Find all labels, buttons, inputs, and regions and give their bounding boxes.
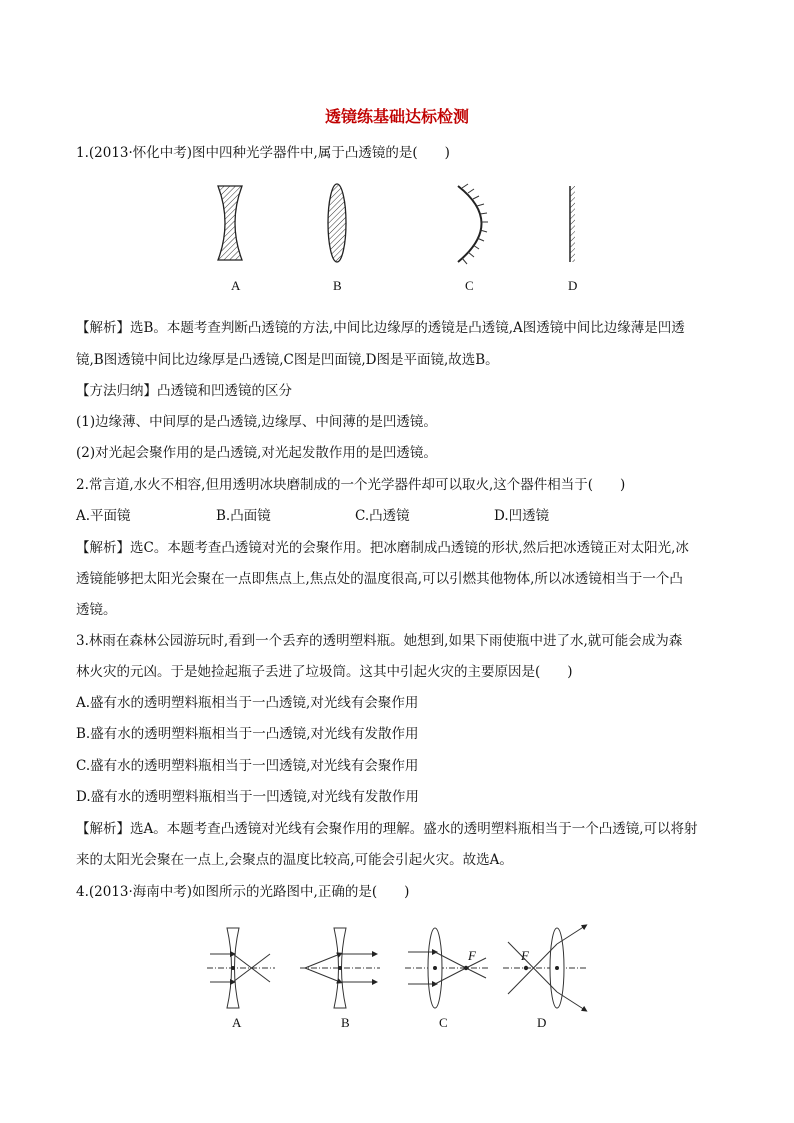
q2-option-a: A.平面镜 [76, 508, 131, 524]
q4-label-a: A [232, 1015, 242, 1030]
q2-option-d: D.凹透镜 [494, 508, 550, 524]
concave-lens-icon [218, 186, 242, 260]
q1-analysis-line-1: 【解析】选B。本题考查判断凸透镜的方法,中间比边缘厚的透镜是凸透镜,A图透镜中间比边缘薄是凹透 [76, 320, 685, 336]
q3-option-b: B.盛有水的透明塑料瓶相当于一凸透镜,对光线有发散作用 [76, 726, 419, 742]
q1-stem: 1.(2013·怀化中考)图中四种光学器件中,属于凸透镜的是( ) [76, 145, 450, 161]
q1-label-d: D [568, 278, 578, 293]
q3-stem-line-2: 林火灾的元凶。于是她捡起瓶子丢进了垃圾筒。这其中引起火灾的主要原因是( ) [76, 664, 573, 680]
q2-option-b: B.凸面镜 [216, 508, 271, 524]
q1-method-title: 【方法归纳】凸透镜和凹透镜的区分 [76, 383, 292, 399]
q2-option-c: C.凸透镜 [355, 508, 410, 524]
convex-lens-icon [328, 184, 346, 262]
q4-c-focus-label: F [468, 948, 476, 963]
q3-analysis-line-2: 来的太阳光会聚在一点上,会聚点的温度比较高,可能会引起火灾。故选A。 [76, 852, 513, 868]
q4-d-focus-label: F [521, 948, 529, 963]
q3-stem-line-1: 3.林雨在森林公园游玩时,看到一个丢弃的透明塑料瓶。她想到,如果下雨使瓶中进了水,就可能会成为森 [76, 633, 683, 649]
q4-stem: 4.(2013·海南中考)如图所示的光路图中,正确的是( ) [76, 884, 410, 900]
q2-analysis-line-2: 透镜能够把太阳光会聚在一点即焦点上,焦点处的温度很高,可以引燃其他物体,所以冰透镜相当于一个凸 [76, 571, 683, 587]
q1-method-1: (1)边缘薄、中间厚的是凸透镜,边缘厚、中间薄的是凹透镜。 [76, 414, 437, 430]
q4-figure [0, 920, 794, 1030]
page-title: 透镜练基础达标检测 [324, 107, 469, 126]
q3-analysis-line-1: 【解析】选A。本题考查凸透镜对光线有会聚作用的理解。盛水的透明塑料瓶相当于一个凸透镜,可以将射 [76, 821, 698, 837]
q3-option-d: D.盛有水的透明塑料瓶相当于一凹透镜,对光线有发散作用 [76, 789, 419, 805]
q1-label-c: C [465, 278, 474, 293]
q1-figure [0, 178, 794, 318]
concave-mirror-icon [458, 186, 482, 262]
q1-method-2: (2)对光起会聚作用的是凸透镜,对光起发散作用的是凹透镜。 [76, 445, 437, 461]
q2-analysis-line-1: 【解析】选C。本题考查凸透镜对光的会聚作用。把冰磨制成凸透镜的形状,然后把冰透镜正对太阳光,冰 [76, 540, 689, 556]
q4-label-b: B [341, 1015, 350, 1030]
q4-label-c: C [439, 1015, 448, 1030]
q4-label-d: D [537, 1015, 547, 1030]
q3-option-c: C.盛有水的透明塑料瓶相当于一凹透镜,对光线有会聚作用 [76, 758, 419, 774]
q3-option-a: A.盛有水的透明塑料瓶相当于一凸透镜,对光线有会聚作用 [76, 695, 419, 711]
q1-label-a: A [231, 278, 241, 293]
q1-label-b: B [333, 278, 342, 293]
q2-stem: 2.常言道,水火不相容,但用透明冰块磨制成的一个光学器件却可以取火,这个器件相当于( ) [76, 477, 626, 493]
q1-analysis-line-2: 镜,B图透镜中间比边缘厚是凸透镜,C图是凹面镜,D图是平面镜,故选B。 [76, 352, 499, 368]
q2-analysis-line-3: 透镜。 [76, 602, 117, 618]
